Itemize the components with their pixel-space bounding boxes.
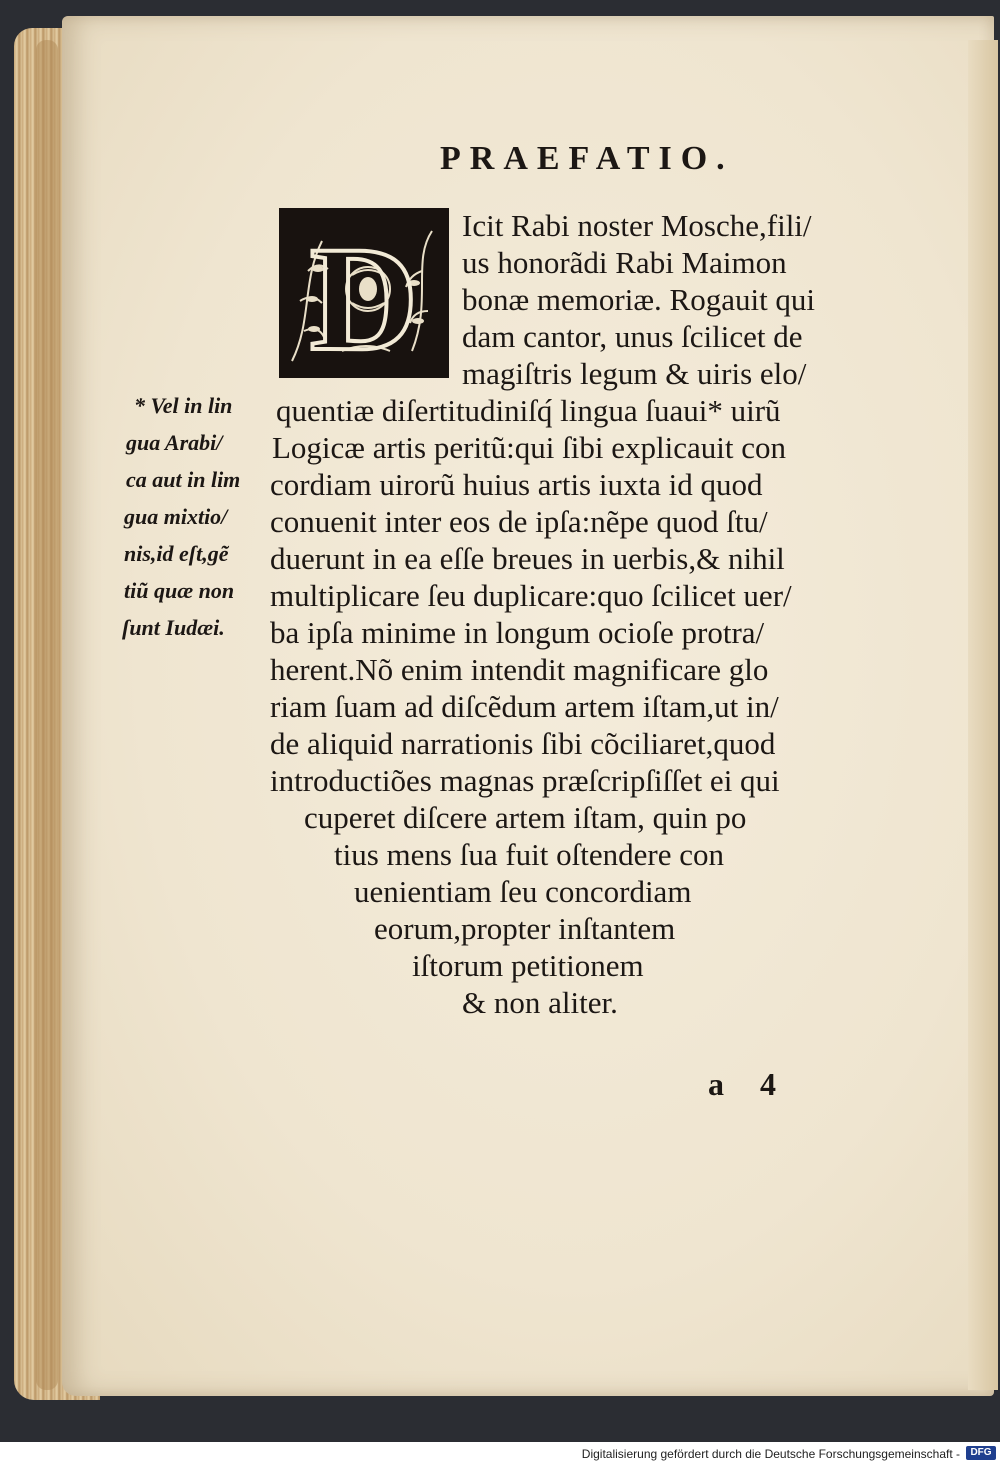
- text-line: cordiam uirorũ huius artis iuxta id quod: [270, 467, 763, 502]
- text-line: de aliquid narrationis ſibi cõciliaret,quod: [270, 726, 776, 761]
- page-right-edge: [968, 40, 998, 1390]
- text-line: herent.Nõ enim intendit magnificare glo: [270, 652, 769, 687]
- margin-note-line: nis,id eſt,gẽ: [124, 541, 229, 566]
- text-line: eorum,propter inſtantem: [374, 911, 676, 946]
- text-line: duerunt in ea eſſe breues in uerbis,& nihil: [270, 541, 785, 576]
- text-line: tius mens ſua fuit oſtendere con: [334, 837, 724, 872]
- signature-mark: a 4: [708, 1066, 790, 1102]
- text-line: & non aliter.: [462, 985, 618, 1020]
- text-line: uenientiam ſeu concordiam: [354, 874, 692, 909]
- margin-note-line: gua mixtio/: [124, 504, 228, 529]
- text-line: riam ſuam ad diſcẽdum artem iſtam,ut in/: [270, 689, 779, 724]
- funding-credit: Digitalisierung gefördert durch die Deutsche Forschungsgemeinschaft -: [581, 1447, 960, 1461]
- margin-note-line: ca aut in lim: [126, 467, 241, 492]
- dfg-logo[interactable]: DFG: [966, 1446, 996, 1460]
- book-binding: [36, 40, 58, 1390]
- initial-letter: D: [309, 216, 419, 375]
- text-line: us honorãdi Rabi Maimon: [462, 245, 787, 280]
- margin-note-line: * Vel in lin: [134, 393, 233, 418]
- text-line: dam cantor, unus ſcilicet de: [462, 319, 803, 354]
- text-line: Logicæ artis peritũ:qui ſibi explicauit con: [272, 430, 786, 465]
- margin-note-line: ſunt Iudæi.: [122, 615, 225, 640]
- text-line: quentiæ diſertitudiniſq́ lingua ſuaui* uirũ: [276, 393, 781, 428]
- margin-note-line: gua Arabi/: [126, 430, 223, 455]
- text-line: bonæ memoriæ. Rogauit qui: [462, 282, 816, 317]
- text-line: cuperet diſcere artem iſtam, quin po: [304, 800, 747, 835]
- margin-note-line: tiũ quæ non: [124, 578, 235, 603]
- text-line: multiplicare ſeu duplicare:quo ſcilicet uer/: [270, 578, 792, 613]
- text-line: ba ipſa minime in longum ocioſe protra/: [270, 615, 765, 650]
- text-line: magiſtris legum & uiris elo/: [462, 356, 807, 391]
- running-head: PRAEFATIO.: [440, 140, 734, 177]
- text-line: Icit Rabi noster Mosche,fili/: [462, 208, 812, 243]
- decorated-initial-d: [279, 208, 449, 378]
- text-line: iſtorum petitionem: [412, 948, 644, 983]
- text-line: introductiões magnas præſcripſiſſet ei qui: [270, 763, 780, 798]
- text-line: conuenit inter eos de ipſa:nẽpe quod ſtu/: [270, 504, 768, 539]
